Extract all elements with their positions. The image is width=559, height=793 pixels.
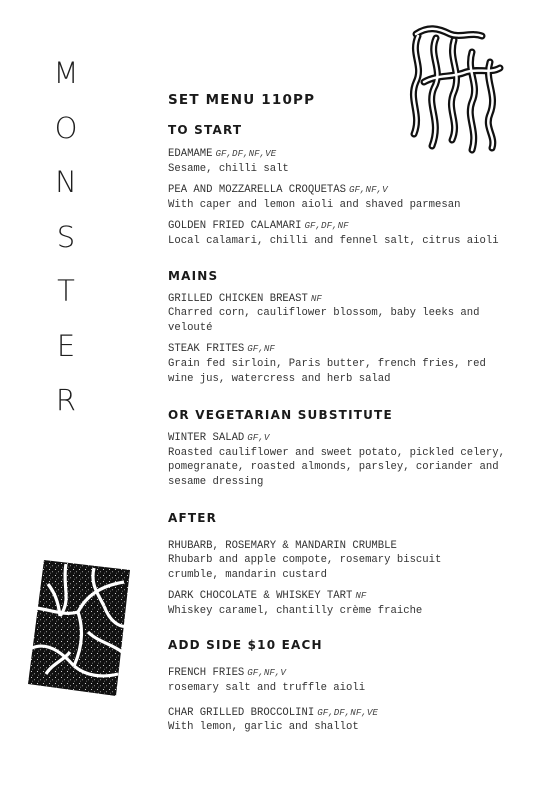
- item-description: Grain fed sirloin, Paris butter, french fries, red wine jus, watercress and herb salad: [168, 357, 486, 385]
- item-tags: NF: [310, 292, 322, 304]
- item-tags: GF,NF: [247, 343, 275, 355]
- item-description: Roasted cauliflower and sweet potato, pickled celery, pomegranate, roasted almonds, parsley, coriander and sesame dressing: [168, 446, 505, 488]
- item-name: GRILLED CHICKEN BREAST: [168, 292, 308, 305]
- item-description: Local calamari, chilli and fennel salt, citrus aioli: [168, 234, 499, 247]
- brand-letter: N: [55, 165, 77, 199]
- item-description: Whiskey caramel, chantilly crème fraiche: [168, 604, 423, 617]
- item-name: GOLDEN FRIED CALAMARI: [168, 220, 302, 233]
- item-tags: GF,DF,NF: [304, 220, 349, 232]
- item-name: RHUBARB, ROSEMARY & MANDARIN CRUMBLE: [168, 539, 397, 552]
- item-tags: NF: [355, 590, 367, 602]
- item-name: PEA AND MOZZARELLA CROQUETAS: [168, 184, 347, 197]
- item-name: EDAMAME: [168, 148, 213, 160]
- brand-wordmark: [40, 46, 92, 428]
- item-name: WINTER SALAD: [168, 432, 245, 445]
- brand-letter: M: [53, 56, 79, 90]
- speckled-mosaic-illustration: [24, 556, 134, 698]
- item-description: With lemon, garlic and shallot: [168, 721, 359, 734]
- item-name: DARK CHOCOLATE & WHISKEY TART: [168, 590, 353, 603]
- menu-item: [168, 292, 508, 336]
- menu-item: [168, 183, 538, 212]
- menu-item: [168, 539, 488, 583]
- item-description: rosemary salt and truffle aioli: [168, 682, 366, 695]
- item-tags: GF,DF,NF,VE: [215, 148, 277, 159]
- menu-item: [168, 666, 538, 695]
- item-description: Charred corn, cauliflower blossom, baby leeks and velouté: [168, 307, 480, 334]
- item-name: CHAR GRILLED BROCCOLINI: [168, 706, 315, 719]
- menu-item: [168, 589, 538, 618]
- menu-item: [168, 219, 513, 248]
- item-tags: GF,V: [247, 432, 270, 444]
- section-title: MAINS: [168, 268, 219, 283]
- item-description: Rhubarb and apple compote, rosemary biscuit crumble, mandarin custard: [168, 554, 442, 581]
- item-tags: GF,DF,NF,VE: [317, 706, 378, 718]
- menu-item: [168, 431, 513, 489]
- item-name: STEAK FRITES: [168, 343, 245, 356]
- item-name: FRENCH FRIES: [168, 667, 245, 680]
- menu-item: [168, 706, 538, 735]
- section-title: ADD SIDE $10 EACH: [168, 638, 323, 653]
- item-tags: GF,NF,V: [247, 667, 286, 679]
- item-description: With caper and lemon aioli and shaved parmesan: [168, 198, 461, 211]
- brand-letter: E: [56, 328, 76, 363]
- menu-item: [168, 342, 513, 386]
- brand-letter: T: [57, 274, 75, 308]
- menu-title: SET MENU 110PP: [168, 92, 316, 108]
- section-title: TO START: [168, 123, 243, 137]
- item-tags: GF,NF,V: [349, 184, 388, 196]
- menu-item: [168, 147, 538, 176]
- section-title: OR VEGETARIAN SUBSTITUTE: [168, 408, 393, 423]
- brand-letter: O: [54, 110, 78, 145]
- section-title: AFTER: [168, 510, 218, 525]
- item-description: Sesame, chilli salt: [168, 162, 289, 175]
- menu-content: [168, 90, 538, 735]
- brand-letter: S: [56, 219, 76, 254]
- brand-letter: R: [55, 383, 77, 417]
